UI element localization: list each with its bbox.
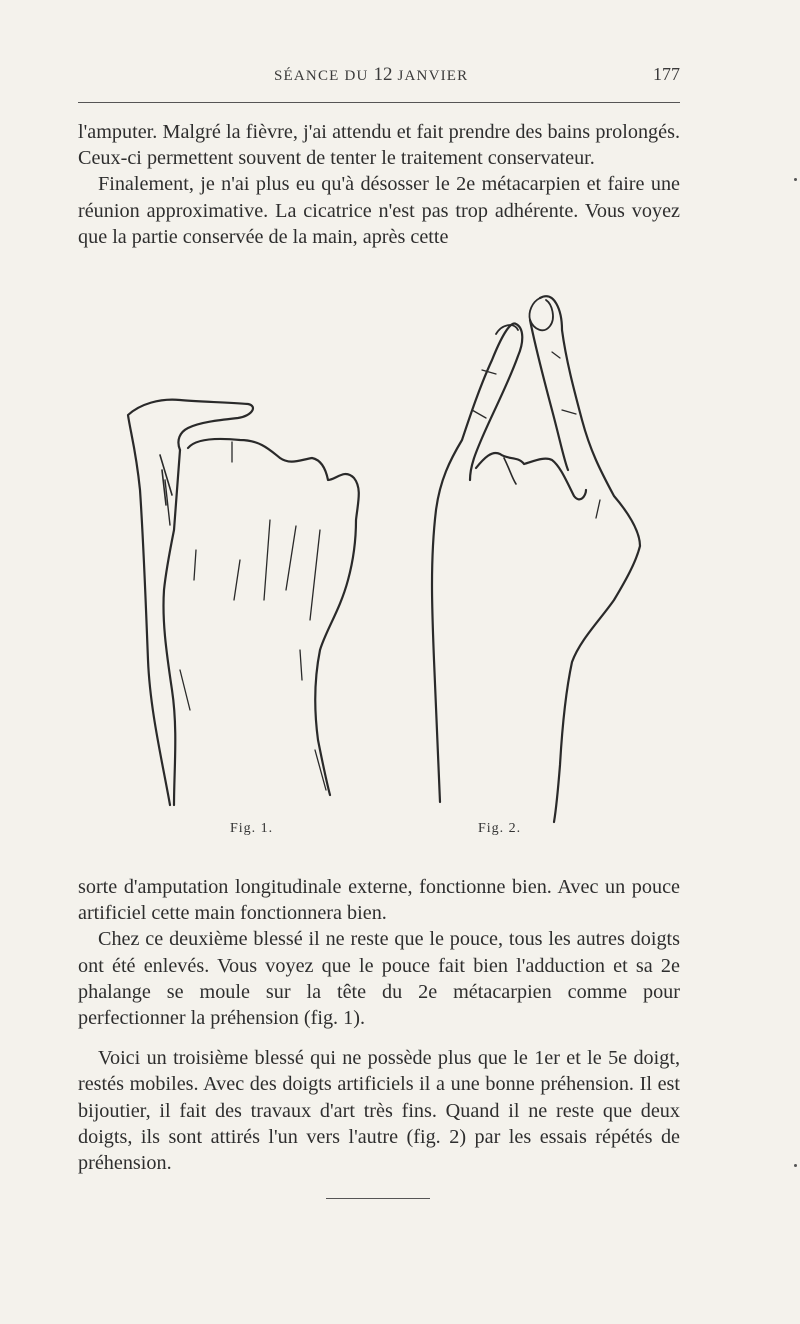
- paragraph-4: Chez ce deuxième blessé il ne reste que le pouce, tous les autres doigts ont été enlevés. Vous voyez que le pouce fait bien l'adduction et sa 2e phalange se moule sur la tête du 2e métacarpien comme pour perfectionner la préhension (fig. 1).: [78, 928, 680, 1030]
- hand-illustrations: [100, 290, 680, 850]
- figure-2-caption: Fig. 2.: [478, 821, 522, 836]
- page-number: 177: [653, 64, 680, 84]
- closing-rule: [326, 1198, 430, 1199]
- fig2-hand-drawing: [432, 296, 640, 822]
- running-head: [274, 64, 468, 86]
- paragraph-3: sorte d'amputation longitudinale externe, fonctionne bien. Avec un pouce artificiel cette main fonctionnera bien.: [78, 876, 680, 925]
- text-block-bottom: [78, 874, 680, 1176]
- figure-1-caption: Fig. 1.: [230, 821, 274, 836]
- text-block-top: [78, 119, 680, 250]
- paragraph-2: Finalement, je n'ai plus eu qu'à désosser le 2e métacarpien et faire une réunion approximative. La cicatrice n'est pas trop adhérente. Vous voyez que la partie conservée de la main, après cette: [78, 173, 680, 248]
- print-speck: [794, 1164, 797, 1167]
- running-head-number: 12: [373, 64, 393, 85]
- fig1-hand-drawing: [128, 400, 359, 805]
- print-speck: [794, 178, 797, 181]
- paragraph-5: Voici un troisième blessé qui ne possède plus que le 1er et le 5e doigt, restés mobiles. Avec des doigts artificiels il a une bonne préhension. Il est bijoutier, il fait des travaux d'art très fins. Quand il ne reste que deux doigts, ils sont attirés l'un vers l'autre (fig. 2) par les essais répétés de préhension.: [78, 1047, 680, 1175]
- header-rule: [78, 102, 680, 103]
- paragraph-1: l'amputer. Malgré la fièvre, j'ai attendu et fait prendre des bains prolongés. Ceux-ci permettent souvent de tenter le traitement conservateur.: [78, 121, 680, 170]
- page-header: [78, 64, 680, 90]
- figures-area: [100, 290, 680, 850]
- running-head-before: SÉANCE DU: [274, 68, 374, 84]
- running-head-after: JANVIER: [392, 68, 469, 84]
